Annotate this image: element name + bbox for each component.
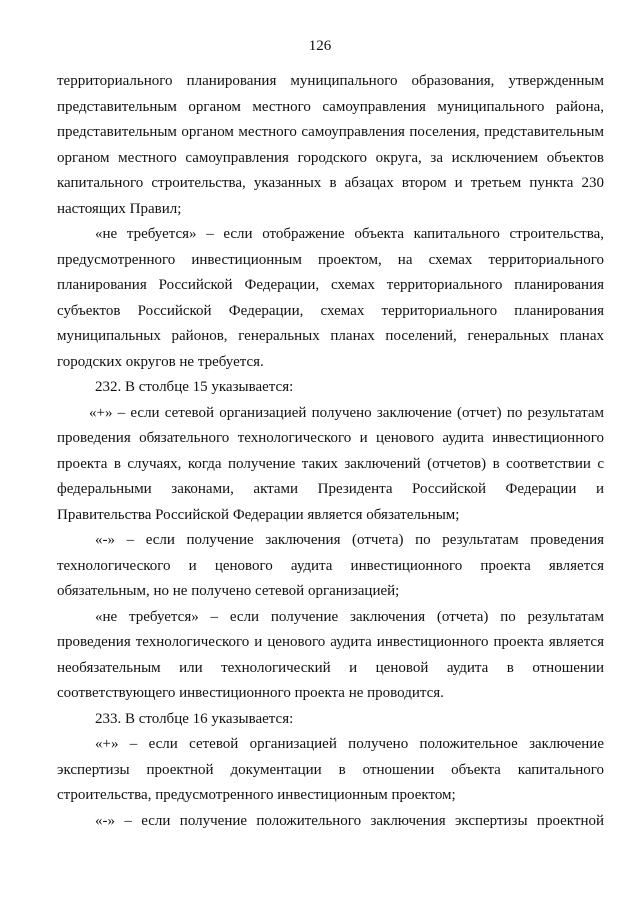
text-line: «+» – если сетевой организацией получено заключение (отчет) по результатам xyxy=(89,404,604,421)
text-line: 232. В столбце 15 указывается: xyxy=(95,379,294,395)
text-line: 233. В столбце 16 указывается: xyxy=(95,710,294,727)
document-body xyxy=(57,69,604,834)
text-line: «не требуется» – если получение заключения (отчета) по результатам xyxy=(95,608,604,625)
text-line: планирования Российской Федерации, схемах территориального планирования xyxy=(57,277,604,293)
text-line: необязательным или технологический и ценовой аудита в отношении xyxy=(57,659,604,676)
text-line: настоящих Правил; xyxy=(57,200,182,217)
text-line: проведения обязательного технологического и ценового аудита инвестиционного xyxy=(57,430,604,446)
text-line: органом местного самоуправления городского округа, за исключением объектов xyxy=(57,149,604,166)
text-line: представительным органом местного самоуправления поселения, представительным xyxy=(57,124,604,140)
text-line: муниципальных районов, генеральных планах поселений, генеральных планах xyxy=(57,328,604,344)
text-line: «-» – если получение положительного заключения экспертизы проектной xyxy=(95,812,604,829)
text-line: проекта в случаях, когда получение таких заключений (отчетов) в соответствии с xyxy=(57,455,604,472)
text-line: капитального строительства, указанных в абзацах втором и третьем пункта 230 xyxy=(57,175,604,191)
text-line: соответствующего инвестиционного проекта не проводится. xyxy=(57,685,444,701)
text-line: Правительства Российской Федерации является обязательным; xyxy=(57,506,460,523)
text-line: предусмотренного инвестиционным проектом, на схемах территориального xyxy=(57,251,604,268)
text-line: территориального планирования муниципального образования, утвержденным xyxy=(57,73,604,89)
text-line: представительным органом местного самоуправления муниципального района, xyxy=(57,98,604,115)
text-line: «-» – если получение заключения (отчета) по результатам проведения xyxy=(95,532,604,548)
page-number: 126 xyxy=(308,38,332,54)
text-line: экспертизы проектной документации в отношении объекта капитального xyxy=(57,761,604,778)
text-line: «не требуется» – если отображение объекта капитального строительства, xyxy=(95,226,604,242)
text-line: «+» – если сетевой организацией получено положительное заключение xyxy=(95,736,604,752)
text-line: проведения технологического и ценового аудита инвестиционного проекта является xyxy=(57,634,604,650)
text-line: федеральными законами, актами Президента Российской Федерации и xyxy=(57,481,604,497)
text-line: субъектов Российской Федерации, схемах территориального планирования xyxy=(57,302,604,319)
text-line: обязательным, но не получено сетевой организацией; xyxy=(57,583,400,599)
text-line: городских округов не требуется. xyxy=(57,353,264,370)
text-line: технологического и ценового аудита инвестиционного проекта является xyxy=(57,557,604,574)
text-line: строительства, предусмотренного инвестиционным проектом; xyxy=(57,787,456,803)
